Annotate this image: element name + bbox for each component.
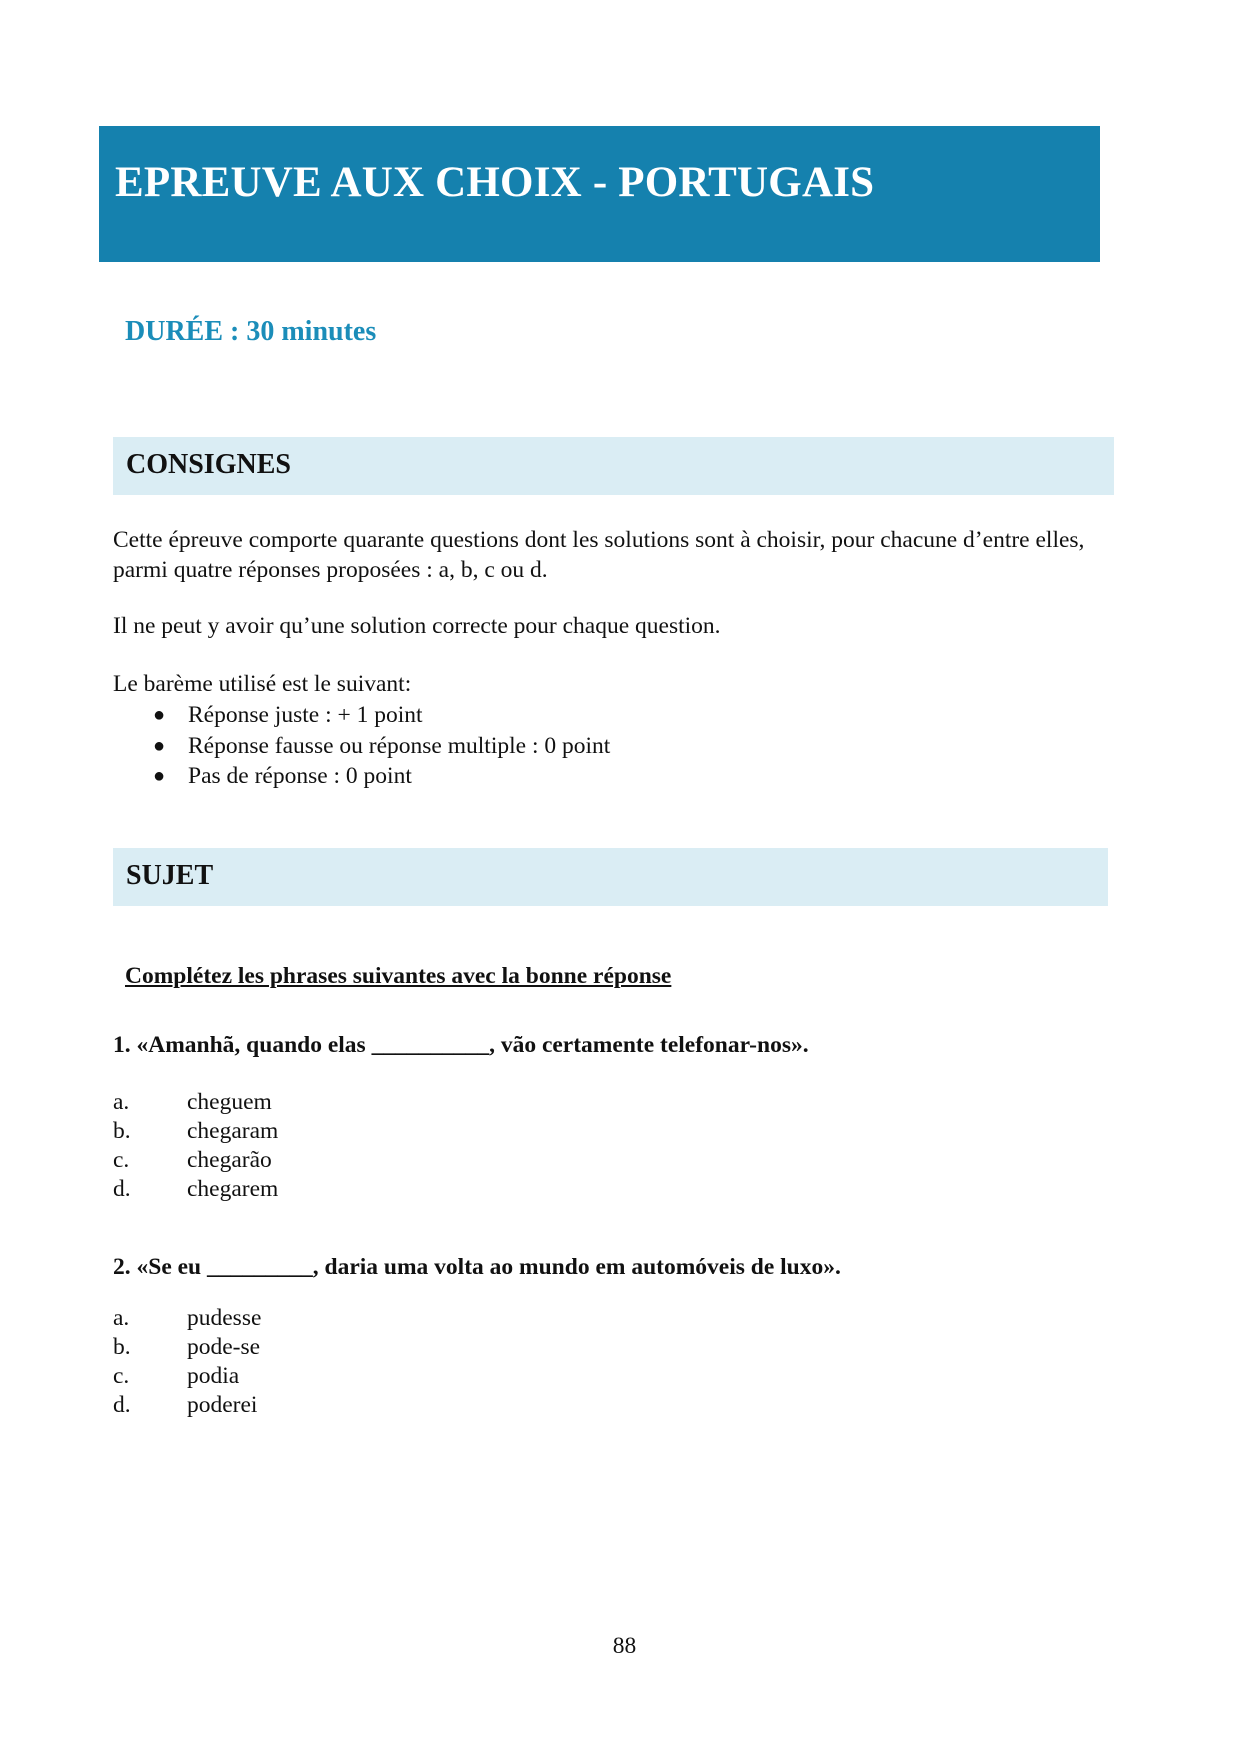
- section-title-sujet: SUJET: [126, 860, 214, 891]
- single-answer-paragraph: Il ne peut y avoir qu’une solution correcte pour chaque question.: [113, 613, 721, 639]
- intro-paragraph: Cette épreuve comporte quarante questions dont les solutions sont à choisir, pour chacune d’entre elles, parmi quatre réponses proposées : a, b, c ou d.: [113, 527, 1085, 583]
- scoring-item-text: Réponse fausse ou réponse multiple : 0 point: [188, 732, 611, 759]
- answer-option: [113, 1146, 1113, 1175]
- scoring-item-text: Pas de réponse : 0 point: [188, 763, 412, 789]
- answer-option: [113, 1088, 1113, 1117]
- option-text: poderei: [187, 1392, 258, 1418]
- section-header-sujet: [113, 848, 1108, 906]
- answer-option: [113, 1362, 1113, 1391]
- answer-option: [113, 1117, 1113, 1146]
- option-text: pode-se: [187, 1334, 261, 1360]
- answer-option: [113, 1333, 1113, 1362]
- question-1: [113, 1030, 1113, 1204]
- question-text: 1. «Amanhã, quando elas __________, vão certamente telefonar-nos».: [113, 1032, 809, 1058]
- question-2: [113, 1252, 1113, 1420]
- scoring-list: [113, 700, 610, 792]
- option-letter: a.: [113, 1305, 130, 1331]
- bullet-icon: ●: [153, 734, 166, 757]
- scoring-item: [113, 731, 610, 762]
- option-letter: a.: [113, 1089, 130, 1115]
- question-text: 2. «Se eu _________, daria uma volta ao mundo em automóveis de luxo».: [113, 1254, 841, 1280]
- option-letter: b.: [113, 1334, 131, 1360]
- bullet-icon: ●: [153, 704, 166, 726]
- option-letter: b.: [113, 1118, 131, 1144]
- answer-options: [113, 1304, 1113, 1420]
- option-text: chegarem: [187, 1176, 279, 1202]
- bullet-icon: ●: [153, 765, 166, 787]
- page-title: EPREUVE AUX CHOIX - PORTUGAIS: [115, 159, 875, 206]
- option-text: chegarão: [187, 1147, 272, 1173]
- section-header-consignes: [113, 437, 1114, 495]
- answer-options: [113, 1088, 1113, 1204]
- duration-label: DURÉE : 30 minutes: [125, 316, 377, 347]
- title-banner: [99, 126, 1100, 262]
- exercise-instruction: Complétez les phrases suivantes avec la bonne réponse: [125, 963, 672, 989]
- answer-option: [113, 1175, 1113, 1204]
- option-text: pudesse: [187, 1305, 262, 1331]
- option-letter: d.: [113, 1392, 131, 1418]
- scoring-item: [113, 700, 610, 731]
- page-number: 88: [612, 1633, 637, 1659]
- answer-option: [113, 1304, 1113, 1333]
- scoring-intro: Le barème utilisé est le suivant:: [113, 671, 412, 697]
- option-letter: c.: [113, 1147, 130, 1173]
- section-title-consignes: CONSIGNES: [126, 449, 291, 480]
- answer-option: [113, 1391, 1113, 1420]
- option-text: chegaram: [187, 1118, 279, 1144]
- scoring-item-text: Réponse juste : + 1 point: [188, 702, 423, 728]
- option-text: podia: [187, 1363, 240, 1389]
- scoring-item: [113, 761, 610, 792]
- option-letter: c.: [113, 1363, 130, 1389]
- option-text: cheguem: [187, 1089, 272, 1115]
- option-letter: d.: [113, 1176, 131, 1202]
